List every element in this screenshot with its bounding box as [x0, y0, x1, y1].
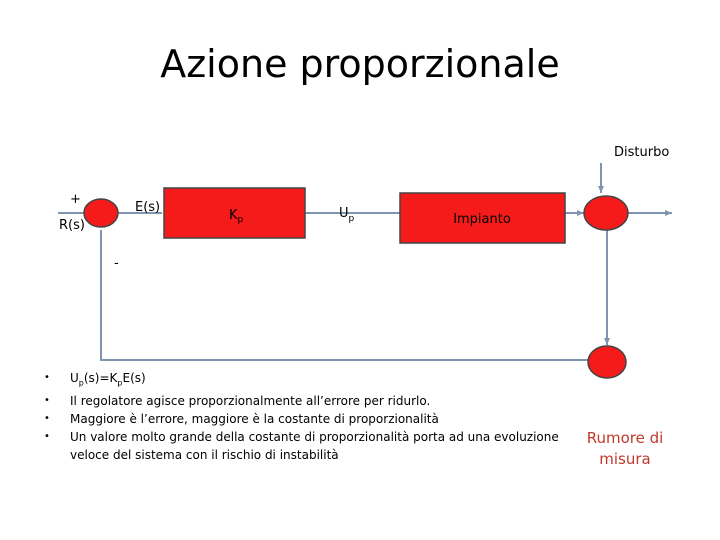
noise-label-line1: Rumore di [586, 429, 664, 447]
error-label: E(s) [135, 200, 161, 215]
disturbance-junction [584, 196, 628, 230]
slide-title: Azione proporzionale [160, 42, 560, 86]
controller-label: $K_p$ [229, 208, 244, 225]
minus-sign: - [114, 256, 119, 271]
bullet-proportional: • Il regolatore agisce proporzionalmente all’errore per ridurlo. [44, 392, 584, 410]
bullet-instability: • Un valore molto grande della costante di proporzionalità porta ad una evoluzione veloce del sistema con il rischio di instabilità [44, 428, 584, 464]
disturbance-label: Disturbo [614, 145, 670, 160]
measurement-noise-label [580, 428, 670, 470]
noise-label-line2: misura [599, 450, 651, 468]
summing-junction [84, 199, 118, 227]
plant-label: Impianto [453, 212, 511, 227]
bullet-control-law: • $U_p(s)=K_pE(s)$ [44, 369, 584, 392]
feedback-return-line [101, 230, 590, 360]
plus-sign: + [70, 192, 81, 207]
control-signal-label: $U_p$ [339, 206, 355, 224]
bullet-list [44, 369, 584, 464]
noise-junction [588, 346, 626, 378]
bullet-error-magnitude: • Maggiore è l’errore, maggiore è la costante di proporzionalità [44, 410, 584, 428]
reference-label: R(s) [59, 218, 85, 233]
